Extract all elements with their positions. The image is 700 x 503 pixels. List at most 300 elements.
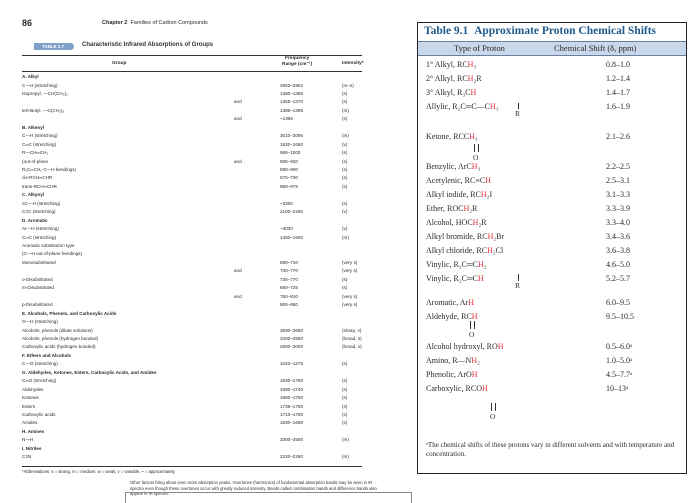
formula-part: Vinylic, R₂C═C (426, 274, 478, 283)
formula-part: 2° Alkyl, RC (426, 74, 468, 83)
cell-intensity: (s) (342, 403, 348, 409)
cell-group: tert-Butyl, —C(CH₃)₃ (22, 107, 65, 113)
chemical-shift-value: 5.2–5.7 (606, 274, 630, 283)
cell-frequency: 1385–1395 (280, 107, 303, 113)
proton-type (426, 259, 487, 271)
cell-frequency: 1620–1680 (280, 141, 303, 147)
table-row (22, 192, 367, 198)
cell-frequency: 1735–1750 (280, 403, 303, 409)
formula-part: Alkyl iodide, RC (426, 190, 481, 199)
table-row (22, 150, 367, 156)
cell-frequency: 1020–1275 (280, 361, 303, 367)
table-row (22, 142, 367, 148)
cell-frequency: 2500–3000 (280, 344, 303, 350)
cell-intensity: (s) (342, 150, 348, 156)
formula-part: ₃ (473, 60, 477, 69)
cell-group: o-Disubstituted (22, 276, 53, 282)
cell-group: A. Alkyl (22, 74, 39, 79)
cell-frequency: 880–900 (280, 166, 298, 172)
highlighted-proton: H (463, 204, 470, 213)
chemical-shift-value: 1.0–5.0ᵃ (606, 356, 633, 365)
table-row (426, 231, 681, 243)
table-row (22, 420, 367, 426)
formula-part: Amino, R—N (426, 356, 472, 365)
cell-frequency: 800–860 (280, 302, 298, 308)
table-row (22, 429, 367, 435)
ir-table-title (22, 42, 412, 54)
highlighted-proton: H (487, 246, 493, 255)
formula-part: Ether, ROC (426, 204, 464, 213)
proton-type (426, 101, 499, 113)
carbonyl-bond (474, 144, 479, 152)
cell-intensity: (s) (342, 412, 348, 417)
table-row (22, 125, 367, 131)
table-row (22, 251, 367, 257)
cell-frequency: ~3300 (280, 200, 293, 206)
cell-frequency: 1710–1780 (280, 412, 303, 417)
cell-frequency: 2100–2260 (280, 209, 303, 215)
chemical-shift-value: 2.2–2.5 (606, 162, 630, 171)
cell-frequency: 1690–1740 (280, 386, 303, 392)
formula-part: ₃ (477, 162, 481, 171)
divider (22, 466, 362, 467)
page-number: 86 (22, 18, 33, 28)
cell-group: p-Disubstituted (22, 302, 53, 308)
cell-group: C≡N (22, 454, 32, 460)
formula-part: ₂R (478, 218, 487, 227)
formula-part: Alkyl chloride, RC (426, 246, 488, 255)
table-row (22, 378, 367, 384)
table-row (22, 311, 367, 317)
proton-type (426, 203, 477, 215)
proton-type (426, 341, 504, 353)
highlighted-proton: H (472, 218, 479, 227)
cell-intensity: (s) (342, 285, 348, 291)
formula-part: ₂ (483, 260, 487, 269)
cell-frequency: 675–730 (280, 175, 298, 181)
table-row (22, 387, 367, 393)
table-row (426, 131, 681, 143)
table-header-row (418, 41, 686, 56)
highlighted-proton: H (469, 132, 475, 141)
table-row (22, 167, 367, 173)
cell-intensity: (s) (342, 158, 348, 164)
formula-part: ₂Br (493, 232, 505, 241)
cell-group: cis-RCH═CHR (22, 175, 53, 181)
cell-frequency: 960–975 (280, 183, 298, 189)
formula-part: ₂R (473, 74, 482, 83)
cell-group: C—O (stretching) (22, 361, 58, 367)
formula-part: Acetylenic, RC≡C (426, 176, 486, 185)
bond-line (518, 274, 519, 281)
cell-group: C—H (stretching) (22, 133, 58, 139)
cell-group: O—H (stretching) (22, 319, 58, 324)
ir-table-header (22, 56, 364, 72)
proton-type (426, 175, 491, 187)
formula-part: 1° Alkyl, RC (426, 60, 468, 69)
highlighted-proton: H (467, 74, 474, 83)
chemical-shift-value: 3.1–3.3 (606, 190, 630, 199)
table-row (22, 277, 367, 283)
cell-frequency: 1380–1385 (280, 90, 303, 96)
body-paragraph: Other factors bring about even more absorption peaks. Overtones (harmonics) of fundamental absorption bands may be seen in IR spectra even though these overtones occur with greatly reduced intensity. Bands called combination bands and difference bands also appear in IR spectra. (130, 480, 377, 496)
cell-group: Aldehydes (22, 386, 44, 392)
table-row (22, 454, 367, 460)
chemical-shift-value: 9.5–10.5 (606, 312, 634, 321)
table-row (22, 437, 367, 443)
cell-frequency: 3010–3095 (280, 133, 303, 139)
formula-part: Vinylic, R₂C═C (426, 260, 478, 269)
cell-intensity: (s) (342, 166, 348, 172)
cell-group: ≡C—H (stretching) (22, 200, 61, 206)
formula-part: Phenolic, ArO (426, 370, 472, 379)
highlighted-proton: H (468, 298, 474, 307)
proton-type (426, 189, 492, 201)
highlighted-proton: H (467, 60, 474, 69)
formula-part: Aldehyde, RC (426, 312, 472, 321)
chemical-shift-value: 3.4–3.6 (606, 232, 630, 241)
cell-group: Esters (22, 403, 36, 409)
cell-group: Isopropyl, —CH(CH₃)₂ (22, 90, 68, 96)
cell-frequency: 1630–1690 (280, 420, 303, 426)
cell-intensity: (m) (342, 234, 349, 240)
cell-group: Monosubstituted (22, 259, 56, 265)
table-row (426, 297, 681, 309)
cell-group: Amides (22, 420, 38, 426)
cell-group: C. Alkynyl (22, 192, 45, 198)
proton-type (426, 231, 504, 243)
table-row (426, 273, 681, 285)
cell-conj: and (234, 268, 242, 274)
cell-group: H. Amines (22, 428, 45, 434)
proton-type (426, 73, 482, 85)
table-row (22, 201, 367, 207)
carbonyl-o: O (473, 153, 479, 162)
divider (22, 71, 362, 72)
proton-type (426, 87, 476, 99)
highlighted-proton: H (471, 312, 478, 321)
table-footnote: *Abbreviations: s = strong, m = medium, w = weak, v = variable, ~ = approximately. (22, 469, 176, 474)
cell-group: Ketones (22, 395, 39, 401)
highlighted-proton: H (470, 88, 477, 97)
cell-frequency: 735–770 (280, 276, 298, 282)
table-row (22, 370, 367, 376)
col-chemical-shift: Chemical Shift (δ, ppm) (554, 43, 637, 53)
cell-group: B. Alkenyl (22, 124, 45, 130)
next-box-edge (125, 492, 412, 503)
cell-group: Alcohols, phenols (hydrogen bonded) (22, 335, 99, 341)
highlighted-proton: H (477, 260, 484, 269)
cell-group: Ar—H (stretching) (22, 226, 59, 232)
proton-type (426, 59, 476, 71)
chapter-heading: Chapter 2 Families of Carbon Compounds (102, 20, 208, 26)
table-row (22, 336, 367, 342)
cell-intensity: (v) (342, 226, 348, 232)
chemical-shift-value: 2.1–2.6 (606, 132, 630, 141)
cell-intensity: (s) (342, 386, 348, 392)
formula-part: Aromatic, Ar (426, 298, 469, 307)
proton-type (426, 161, 480, 173)
table-row (426, 311, 681, 323)
cell-group: trans-RCH═CHR (22, 183, 57, 189)
cell-frequency: 1450–1600 (280, 234, 303, 240)
cell-intensity: (s) (342, 99, 348, 105)
cell-conj: and (234, 116, 242, 122)
table-row (426, 383, 681, 395)
col-intensity: Intensity* (342, 61, 364, 66)
table-row (426, 245, 681, 257)
table-row (22, 91, 367, 97)
cell-intensity: (s) (342, 395, 348, 401)
highlighted-proton: H (471, 370, 478, 379)
cell-frequency: 680–725 (280, 285, 298, 291)
formula-part: ₃ (474, 132, 478, 141)
table-row (426, 217, 681, 229)
table-row (22, 99, 367, 105)
formula-part: ₂Cl (492, 246, 504, 255)
table-row (426, 59, 681, 71)
highlighted-proton: H (490, 102, 496, 111)
cell-conj: and (234, 99, 242, 105)
proton-shift-table (417, 22, 687, 474)
proton-type (426, 245, 503, 257)
formula-part: Alcohol hydroxyl, RO (426, 342, 498, 351)
cell-intensity: (s) (342, 420, 348, 426)
table-row (22, 285, 367, 291)
cell-group: C═C (stretching) (22, 234, 57, 240)
cell-intensity: (very s) (342, 259, 358, 265)
table-footnote: ᵃThe chemical shifts of these protons vary in different solvents and with temperature and concentration. (426, 441, 675, 458)
formula-part: Alcohol, HOC (426, 218, 473, 227)
chemical-shift-value: 3.3–4.0 (606, 218, 630, 227)
table-row (426, 87, 681, 99)
cell-group: R—CH═CH₂ (22, 150, 49, 156)
cell-intensity: (s) (342, 200, 348, 206)
formula-part: ₂R (469, 204, 478, 213)
chemical-shift-value: 1.4–1.7 (606, 88, 630, 97)
table-badge: TABLE 2.7 (34, 43, 74, 50)
formula-part: Allylic, R₂C═C—C (426, 102, 491, 111)
highlighted-proton: H (497, 342, 504, 351)
cell-frequency: 2853–2962 (280, 82, 303, 88)
cell-intensity: (m) (342, 437, 349, 443)
cell-intensity: (m) (342, 107, 349, 113)
proton-type (426, 369, 478, 381)
cell-intensity: (s) (342, 183, 348, 189)
table-row (22, 226, 367, 232)
cell-intensity: (m) (342, 133, 349, 139)
proton-type (426, 355, 480, 367)
cell-group: (C—H out-of-plane bendings) (22, 251, 83, 257)
highlighted-proton: H (471, 162, 478, 171)
table-row (22, 361, 367, 367)
cell-frequency: ~3030 (280, 226, 293, 232)
table-row (22, 395, 367, 401)
cell-intensity: (very s) (342, 268, 358, 274)
substituent-r: R (515, 109, 521, 118)
table-row (22, 116, 367, 122)
cell-frequency: 985–1000 (280, 150, 301, 156)
table-row (426, 175, 681, 187)
table-row (426, 355, 681, 367)
chemical-shift-value: 6.0–9.5 (606, 298, 630, 307)
table-row (22, 268, 367, 274)
cell-intensity: (v) (342, 141, 348, 147)
cell-group: Carboxylic acids (hydrogen bonded) (22, 344, 96, 350)
cell-group: C≡C (stretching) (22, 209, 56, 215)
table-row (22, 83, 367, 89)
table-row (22, 344, 367, 350)
formula-part: Carboxylic, RCO (426, 384, 482, 393)
cell-frequency: 690–710 (280, 259, 298, 265)
chemical-shift-value: 1.6–1.9 (606, 102, 630, 111)
table-row (22, 412, 367, 418)
cell-frequency: 1630–1780 (280, 378, 303, 384)
carbonyl-bond (491, 403, 496, 411)
table-row (22, 446, 367, 452)
col-frequency: Frequency Range (cm⁻¹) (282, 56, 313, 67)
cell-frequency: 3300–3500 (280, 437, 303, 443)
cell-group: Aromatic substitution type (22, 243, 75, 248)
cell-group: I. Nitriles (22, 445, 42, 451)
formula-part: Alkyl bromide, RC (426, 232, 488, 241)
chemical-shift-value: 10–13ᵃ (606, 384, 629, 393)
formula-part: Ketone, RCC (426, 132, 470, 141)
table-caption: Characteristic Infrared Absorptions of Groups (82, 42, 214, 48)
cell-group: Alcohols, phenols (dilute solutions) (22, 327, 93, 333)
table-row (426, 259, 681, 271)
cell-group: G. Aldehydes, Ketones, Esters, Carboxylic Acids, and Amides (22, 369, 157, 375)
proton-type (426, 383, 488, 395)
table-row (22, 209, 367, 215)
table-row (22, 184, 367, 190)
formula-part: ₂ (477, 356, 480, 365)
carbonyl-bond (470, 321, 475, 329)
cell-conj: and (234, 158, 242, 164)
cell-frequency: 905–920 (280, 158, 298, 164)
table-row (22, 175, 367, 181)
cell-intensity: (m–s) (342, 82, 354, 88)
page-header (22, 18, 412, 32)
table-row (22, 218, 367, 224)
col-type-of-proton: Type of Proton (454, 43, 505, 53)
highlighted-proton: H (485, 176, 491, 185)
cell-frequency: 730–770 (280, 268, 298, 274)
table-row (22, 294, 367, 300)
chemical-shift-value: 4.5–7.7ᵃ (606, 370, 633, 379)
cell-group: C—H (stretching) (22, 82, 58, 88)
cell-group: (out-of-plane (22, 158, 49, 164)
cell-frequency: 3590–3650 (280, 327, 303, 333)
cell-group: C═C (stretching) (22, 141, 57, 147)
highlighted-proton: H (482, 384, 488, 393)
carbonyl-o: O (490, 412, 496, 421)
cell-group: F. Ethers and Alcohols (22, 352, 72, 358)
table-row (426, 341, 681, 353)
cell-intensity: (broad, s) (342, 335, 362, 341)
table-row (22, 159, 367, 165)
cell-intensity: (very s) (342, 293, 358, 299)
cell-intensity: (sharp, v) (342, 327, 362, 333)
formula-part: ₂I (486, 190, 493, 199)
cell-intensity: (v) (342, 209, 348, 215)
table-row (22, 328, 367, 334)
chemical-shift-value: 3.6–3.8 (606, 246, 630, 255)
table-row (22, 235, 367, 241)
col-group: Group (112, 61, 127, 66)
cell-intensity: (very s) (342, 302, 358, 308)
formula-part: Benzylic, ArC (426, 162, 472, 171)
table-row (426, 189, 681, 201)
highlighted-proton: H (471, 356, 478, 365)
table-row (22, 319, 367, 325)
cell-group: R₂C═CH₂ C—H bendings) (22, 166, 77, 172)
cell-group: N—H (22, 437, 34, 443)
chemical-shift-value: 0.5–6.0ᵃ (606, 342, 633, 351)
table-row (426, 203, 681, 215)
table-row (426, 161, 681, 173)
cell-frequency: 750–810 (280, 293, 298, 299)
table-row (22, 108, 367, 114)
table-row (22, 302, 367, 308)
table-row (426, 73, 681, 85)
cell-intensity: (broad, v) (342, 344, 362, 350)
cell-intensity: (s) (342, 361, 348, 367)
highlighted-proton: H (487, 232, 494, 241)
cell-group: C═O (stretching) (22, 378, 57, 384)
chemical-shift-value: 2.5–3.1 (606, 176, 630, 185)
cell-frequency: 2220–2260 (280, 454, 303, 460)
cell-intensity: (s) (342, 276, 348, 282)
cell-group: E. Alcohols, Phenols, and Carboxylic Acids (22, 310, 117, 316)
table-row (22, 260, 367, 266)
table-row (22, 404, 367, 410)
cell-group: Carboxylic acids (22, 412, 56, 417)
table-title: Table 9.1 Approximate Proton Chemical Shifts (424, 25, 657, 37)
cell-group: D. Aromatic (22, 217, 48, 223)
cell-intensity: (s) (342, 90, 348, 96)
table-row (22, 353, 367, 359)
table-row (426, 101, 681, 113)
cell-conj: and (234, 293, 242, 299)
cell-frequency: 1365–1370 (280, 99, 303, 105)
cell-intensity: (s) (342, 116, 348, 122)
proton-type (426, 131, 478, 143)
formula-part: 3° Alkyl, R₃C (426, 88, 471, 97)
chemical-shift-value: 3.3–3.9 (606, 204, 630, 213)
formula-part: ₃ (495, 102, 499, 111)
cell-frequency: 3200–3550 (280, 335, 303, 341)
table-row (426, 369, 681, 381)
proton-type (426, 217, 487, 229)
highlighted-proton: H (477, 274, 484, 283)
carbonyl-o: O (469, 330, 475, 339)
table-row (22, 243, 367, 249)
cell-intensity: (m) (342, 454, 349, 460)
cell-intensity: (s) (342, 175, 348, 181)
highlighted-proton: H (480, 190, 487, 199)
chemical-shift-value: 0.8–1.0 (606, 60, 630, 69)
chemical-shift-value: 4.6–5.0 (606, 260, 630, 269)
cell-frequency: 1680–1750 (280, 395, 303, 401)
chemical-shift-value: 1.2–1.4 (606, 74, 630, 83)
table-row (22, 74, 367, 80)
substituent-r: R (515, 281, 521, 290)
table-row (22, 133, 367, 139)
proton-type (426, 297, 474, 309)
proton-type (426, 273, 484, 285)
cell-group: m-Disubstituted (22, 285, 54, 291)
